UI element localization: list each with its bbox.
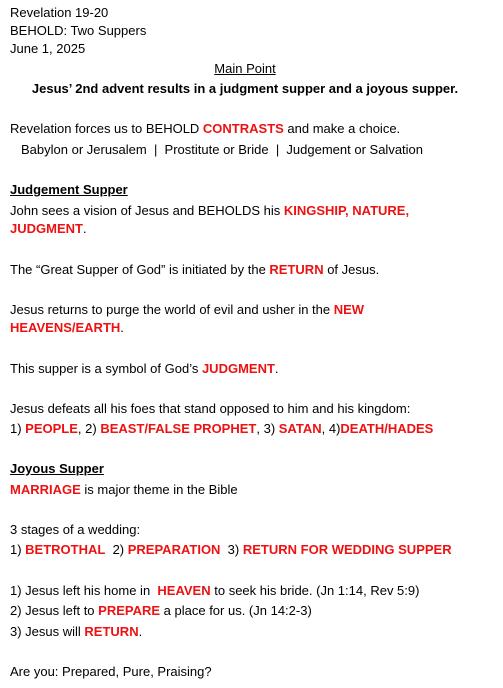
jesus-line-1-text: 1) Jesus left his home in xyxy=(10,583,158,598)
jesus-line-1 xyxy=(10,582,419,600)
stage-preparation: PREPARATION xyxy=(127,542,221,557)
jesus-line-3 xyxy=(10,623,142,641)
judgement-p1-end: . xyxy=(82,221,87,236)
closing-question: Are you: Prepared, Pure, Praising? xyxy=(10,664,212,679)
judgement-p4 xyxy=(10,360,279,378)
stage-num-3: 3) xyxy=(220,542,243,557)
judgement-p3-keyword-2: HEAVENS/EARTH xyxy=(10,320,121,335)
judgement-p2-end: of Jesus. xyxy=(323,262,380,277)
joyous-heading: Joyous Supper xyxy=(10,461,104,476)
judgement-p3-keyword: NEW xyxy=(333,302,365,317)
stage-return: RETURN FOR WEDDING SUPPER xyxy=(242,542,452,557)
jesus-line-2-keyword: PREPARE xyxy=(98,603,161,618)
judgement-p4-text: This supper is a symbol of God’s xyxy=(10,361,202,376)
foe-people: PEOPLE xyxy=(25,421,78,436)
intro-keyword: CONTRASTS xyxy=(202,121,284,136)
judgement-p1-line1 xyxy=(10,202,409,220)
foe-satan: SATAN xyxy=(278,421,322,436)
foes-num-3: , 3) xyxy=(256,421,279,436)
foes-list xyxy=(10,420,433,438)
wedding-stages xyxy=(10,541,452,559)
judgement-p3-line2 xyxy=(10,319,124,337)
intro-paragraph xyxy=(10,120,400,138)
header-date: June 1, 2025 xyxy=(10,41,86,56)
stage-num-1: 1) xyxy=(10,542,26,557)
foe-beast: BEAST/FALSE PROPHET xyxy=(100,421,257,436)
judgement-p3-text: Jesus returns to purge the world of evil and usher in the xyxy=(10,302,334,317)
jesus-line-3-end: . xyxy=(138,624,143,639)
judgement-p1-text: John sees a vision of Jesus and BEHOLDS his xyxy=(10,203,284,218)
jesus-line-3-text: 3) Jesus will xyxy=(10,624,85,639)
joyous-p1 xyxy=(10,481,238,499)
judgement-heading: Judgement Supper xyxy=(10,182,128,197)
header-scripture: Revelation 19-20 xyxy=(10,5,109,20)
main-point-heading: Main Point xyxy=(214,61,276,76)
jesus-line-1-keyword: HEAVEN xyxy=(157,583,211,598)
judgement-p3-end: . xyxy=(120,320,124,335)
intro-text-b: and make a choice. xyxy=(283,121,401,136)
joyous-p2: 3 stages of a wedding: xyxy=(10,522,141,537)
judgement-p4-end: . xyxy=(274,361,279,376)
stage-num-2: 2) xyxy=(105,542,128,557)
jesus-line-3-keyword: RETURN xyxy=(84,624,139,639)
jesus-line-2-text: 2) Jesus left to xyxy=(10,603,99,618)
judgement-p3-line1 xyxy=(10,301,364,319)
judgement-p2-text: The “Great Supper of God” is initiated by the xyxy=(10,262,270,277)
jesus-line-2 xyxy=(10,602,312,620)
foes-num-4: , 4) xyxy=(321,421,341,436)
joyous-p1-text: is major theme in the Bible xyxy=(80,482,238,497)
judgement-p4-keyword: JUDGMENT xyxy=(201,361,275,376)
foes-num-1: 1) xyxy=(10,421,26,436)
judgement-p1-keyword-2: JUDGMENT xyxy=(10,221,83,236)
judgement-p1-keyword: KINGSHIP, NATURE, xyxy=(283,203,410,218)
jesus-line-1-end: to seek his bride. (Jn 1:14, Rev 5:9) xyxy=(210,583,420,598)
foes-num-2: , 2) xyxy=(77,421,101,436)
foe-death: DEATH/HADES xyxy=(340,421,434,436)
judgement-p5: Jesus defeats all his foes that stand opposed to him and his kingdom: xyxy=(10,401,411,416)
judgement-p1-line2 xyxy=(10,220,87,238)
judgement-p2-keyword: RETURN xyxy=(269,262,324,277)
jesus-line-2-end: a place for us. (Jn 14:2-3) xyxy=(160,603,312,618)
header-series-title: BEHOLD: Two Suppers xyxy=(10,23,147,38)
main-point-text: Jesus’ 2nd advent results in a judgment supper and a joyous supper. xyxy=(31,81,459,96)
contrast-list: Babylon or Jerusalem | Prostitute or Bride | Judgement or Salvation xyxy=(21,142,424,157)
joyous-p1-keyword: MARRIAGE xyxy=(10,482,81,497)
stage-betrothal: BETROTHAL xyxy=(25,542,106,557)
judgement-p2 xyxy=(10,261,379,279)
intro-text-a: Revelation forces us to BEHOLD xyxy=(10,121,203,136)
